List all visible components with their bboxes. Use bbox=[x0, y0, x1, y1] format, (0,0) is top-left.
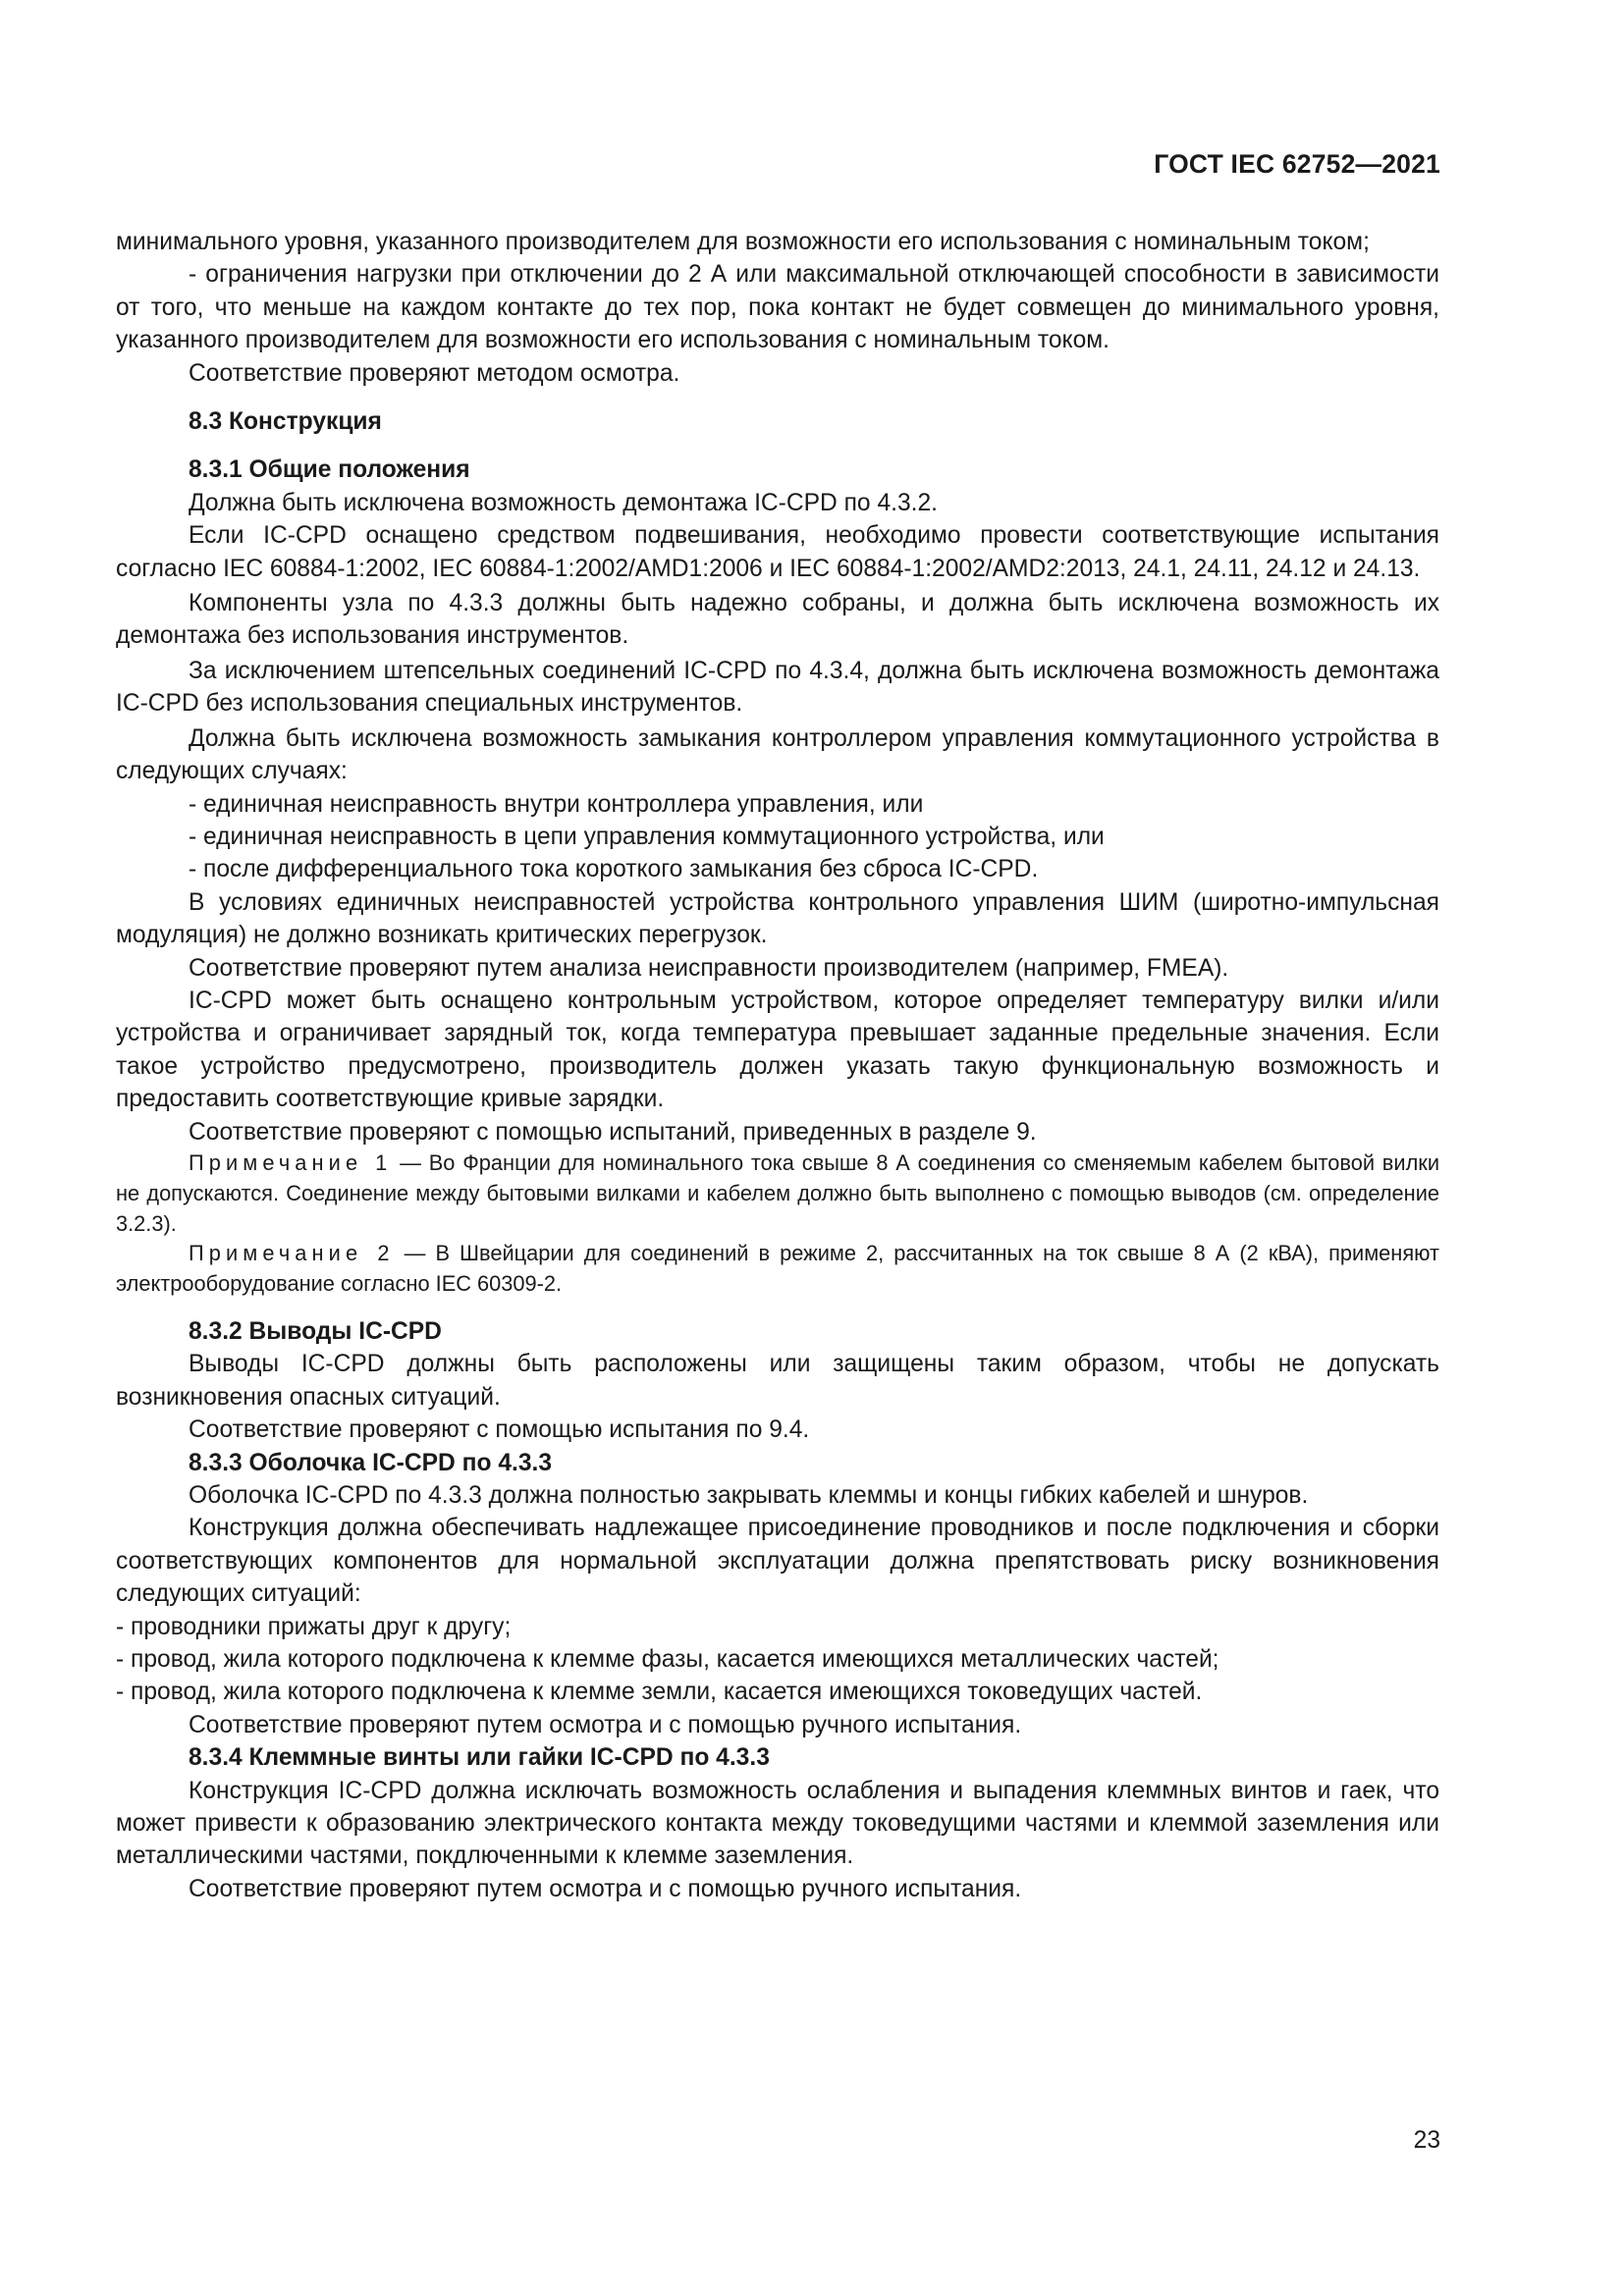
note-1-label: Примечание 1 bbox=[189, 1149, 393, 1175]
paragraph-check-9-4: Соответствие проверяют с помощью испытания по 9.4. bbox=[189, 1416, 810, 1444]
paragraph-check-section-9: Соответствие проверяют с помощью испытаний, приведенных в разделе 9. bbox=[189, 1118, 1037, 1146]
list-item-load-limit: - ограничения нагрузки при отключении до 2 А или максимальной отключающей способности в зависимости от того, что меньше на каждом контакте до тех пор, пока контакт не будет совмещен до минимального уровня, указанного производителем для возможности его использования с номинальным током. bbox=[116, 261, 1439, 354]
paragraph-enclosure: Оболочка IC-CPD по 4.3.3 должна полностью закрывать клеммы и концы гибких кабелей и шнуров. bbox=[189, 1481, 1309, 1509]
paragraph-continued: минимального уровня, указанного производителем для возможности его использования с номинальным током; bbox=[116, 229, 1370, 255]
paragraph-pwm: В условиях единичных неисправностей устройства контрольного управления ШИМ (широтно-импульсная модуляция) не должно возникать критических перегрузок. bbox=[116, 888, 1439, 949]
paragraph-fmea: Соответствие проверяют путем анализа неисправности производителем (например, FMEA). bbox=[189, 954, 1229, 982]
paragraph-terminals: Выводы IC-CPD должны быть расположены или защищены таким образом, чтобы не допускать возникновения опасных ситуаций. bbox=[116, 1351, 1439, 1411]
list-item-fault-2: - единичная неисправность в цепи управления коммутационного устройства, или bbox=[189, 823, 1105, 850]
paragraph-construction: Конструкция должна обеспечивать надлежащее присоединение проводников и после подключения и сборки соответствующих компонентов для нормальной эксплуатации должна препятствовать риску возникновения следующих ситуаций: bbox=[116, 1515, 1439, 1608]
paragraph-check-manual-1: Соответствие проверяют путем осмотра и с помощью ручного испытания. bbox=[189, 1711, 1022, 1738]
paragraph-components: Компоненты узла по 4.3.3 должны быть надежно собраны, и должна быть исключена возможность их демонтажа без использования инструментов. bbox=[116, 590, 1439, 650]
paragraph-check-inspection: Соответствие проверяют методом осмотра. bbox=[189, 359, 680, 387]
note-2-text: — В Швейцарии для соединений в режиме 2, рассчитанных на ток свыше 8 А (2 кВА), применяют электрооборудование согласно IEC 60309-2. bbox=[116, 1241, 1439, 1297]
paragraph-temperature-monitor: IC-CPD может быть оснащено контрольным устройством, которое определяет температуру вилки и/или устройства и ограничивает зарядный ток, когда температура превышает заданные предельные значения. Если такое устройство предусмотрено, производитель должен указать такую функциональную возможность и предоставить соответствующие кривые зарядки. bbox=[116, 987, 1439, 1113]
paragraph-plug-connections: За исключением штепсельных соединений IC-CPD по 4.3.4, должна быть исключена возможность демонтажа IC-CPD без использования специальных инструментов. bbox=[116, 657, 1439, 718]
page-number: 23 bbox=[1413, 2127, 1440, 2154]
list-item-fault-3: - после дифференциального тока короткого замыкания без сброса IC-CPD. bbox=[189, 856, 1039, 883]
paragraph-suspension: Если IC-CPD оснащено средством подвешивания, необходимо провести соответствующие испытания согласно IEC 60884-1:2002, IEC 60884-1:2002/AMD1:2006 и IEC 60884-1:2002/AMD2:2013, 24.1, 24.11, 24.12 и 24.13. bbox=[116, 522, 1439, 582]
paragraph-check-manual-2: Соответствие проверяют путем осмотра и с помощью ручного испытания. bbox=[189, 1875, 1022, 1902]
note-2 bbox=[116, 1239, 1439, 1300]
section-heading-8-3: 8.3 Конструкция bbox=[189, 408, 382, 436]
paragraph-terminal-screws: Конструкция IC-CPD должна исключать возможность ослабления и выпадения клеммных винтов и гаек, что может привести к образованию электрического контакта между токоведущими частями и клеммой заземления или металлическими частями, покдлюченными к клемме заземления. bbox=[116, 1777, 1439, 1870]
section-heading-8-3-3: 8.3.3 Оболочка IC-CPD по 4.3.3 bbox=[189, 1449, 553, 1476]
paragraph-closing: Должна быть исключена возможность замыкания контроллером управления коммутационного устройства в следующих случаях: bbox=[116, 724, 1439, 785]
page-content bbox=[116, 226, 1439, 1905]
note-1-text: — Во Франции для номинального тока свыше 8 А соединения со сменяемым кабелем бытовой вилки не допускаются. Соединение между бытовыми вилками и кабелем должно быть выполнено с помощью выводов (см. определение 3.2.3). bbox=[116, 1149, 1439, 1236]
note-2-label: Примечание 2 bbox=[189, 1241, 395, 1266]
list-item-condition-1: - проводники прижаты друг к другу; bbox=[116, 1613, 512, 1640]
section-heading-8-3-4: 8.3.4 Клеммные винты или гайки IC-CPD по 4.3.3 bbox=[189, 1744, 770, 1772]
list-item-condition-2: - провод, жила которого подключена к клемме фазы, касается имеющихся металлических частей; bbox=[116, 1646, 1219, 1674]
note-1 bbox=[116, 1148, 1439, 1239]
section-heading-8-3-2: 8.3.2 Выводы IC-CPD bbox=[189, 1317, 442, 1345]
list-item-fault-1: - единичная неисправность внутри контроллера управления, или bbox=[189, 790, 924, 818]
list-item-condition-3: - провод, жила которого подключена к клемме земли, касается имеющихся токоведущих частей. bbox=[116, 1679, 1203, 1706]
document-id-header: ГОСТ IEC 62752—2021 bbox=[1154, 149, 1440, 179]
section-heading-8-3-1: 8.3.1 Общие положения bbox=[189, 456, 470, 484]
paragraph-dismantle: Должна быть исключена возможность демонтажа IC-CPD по 4.3.2. bbox=[189, 489, 938, 516]
